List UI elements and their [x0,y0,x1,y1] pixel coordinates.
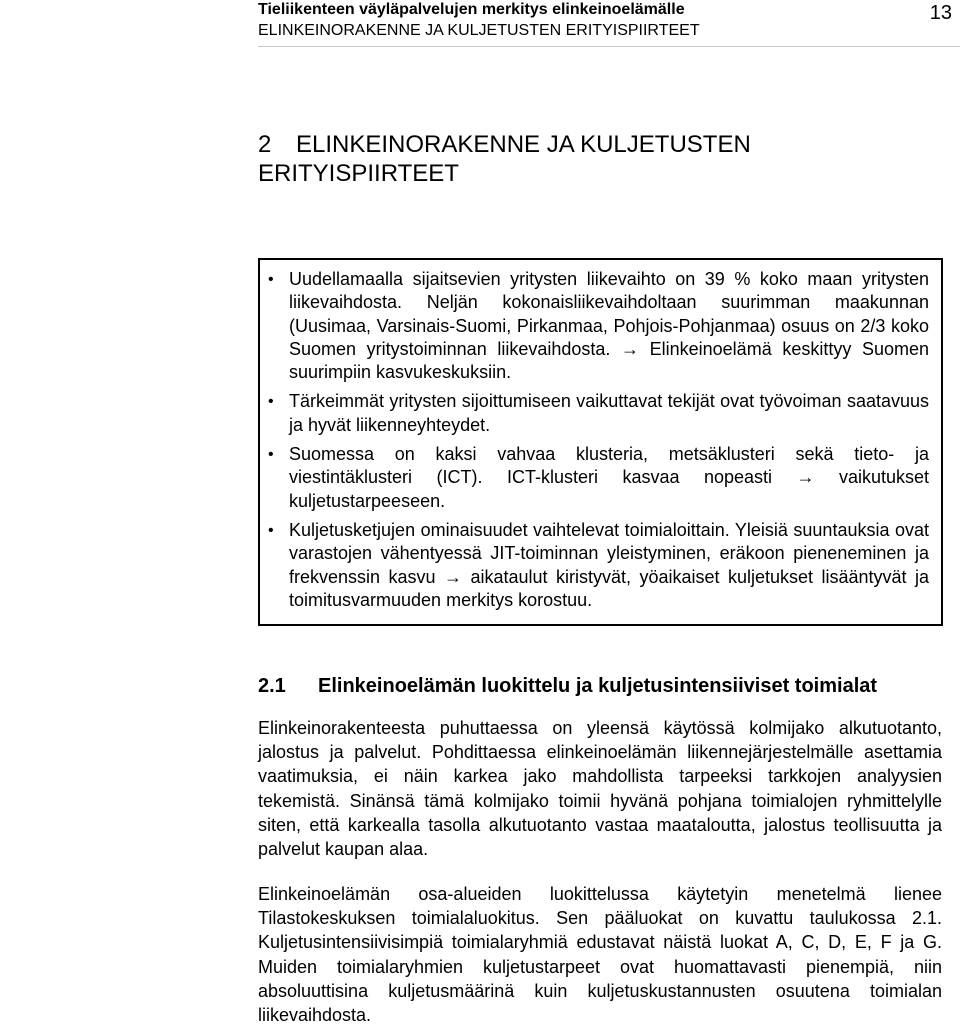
section-number: 2.1 [258,675,286,697]
chapter-number: 2 [258,131,272,158]
summary-item [268,443,929,513]
summary-item-text: Uudellamaalla sijaitsevien yritysten liikevaihto on 39 % koko maan yritysten liikevaihdosta. Neljän kokonaisliikevaihdoltaan suurimman maakunnan (Uusimaa, Varsinais-Suomi, Pirkanmaa, Pohjois-Pohjanmaa) osuus on 2/3 koko Suomen yritystoiminnan liikevaihdosta. → Elinkeinoelämä keskittyy Suomen suurimpiin kasvukeskuksiin. [289,269,929,383]
summary-list [260,260,941,612]
section-heading [258,673,958,699]
summary-item-text: Kuljetusketjujen ominaisuudet vaihtelevat toimialoittain. Yleisiä suuntauksia ovat varastojen vähentyessä JIT-toiminnan yleistyminen, eräkoon pieneneminen ja frekvenssin kasvu → aikataulut kiristyvät, yöaikaiset kuljetukset lisääntyvät ja toimitusvarmuuden merkitys korostuu. [289,519,929,610]
summary-item [268,390,929,437]
section-title: Elinkeinoelämän luokittelu ja kuljetusintensiiviset toimialat [318,675,878,697]
header-title: Tieliikenteen väyläpalvelujen merkitys elinkeinoelämälle [258,1,685,18]
summary-box [258,258,943,626]
body-paragraph: Elinkeinoelämän osa-alueiden luokittelussa käytetyin menetelmä lienee Tilastokeskuksen toimialaluokitus. Sen pääluokat on kuvattu taulukossa 2.1. Kuljetusintensiivisimpiä toimialaryhmiä edustavat näistä luokat A, C, D, E, F ja G. Muiden toimialaryhmien kuljetustarpeet ovat huomattavasti pienempiä, niin absoluuttisina kuljetusmäärinä kuin kuljetuskustannusten osuutena toimialan liikevaihdosta. [258,884,942,1026]
bullet-icon: • [268,271,274,288]
bullet-icon: • [268,446,274,464]
summary-item [268,268,929,384]
body-paragraph: Elinkeinorakenteesta puhuttaessa on yleensä käytössä kolmijako alkutuotanto, jalostus ja palvelut. Pohdittaessa elinkeinoelämän liikennejärjestelmälle asettamia vaatimuksia, ei näin karkea jako mahdollista tarpeeksi tarkkojen analyysien tekemistä. Sinänsä tämä kolmijako toimii hyvänä pohjana toimialojen ryhmittelylle siten, että karkealla tasolla alkutuotanto vastaa maataloutta, jalostus teollisuutta ja palvelut kaupan alaa. [258,718,942,860]
bullet-icon: • [268,393,274,411]
summary-item-text: Tärkeimmät yritysten sijoittumiseen vaikuttavat tekijät ovat työvoiman saatavuus ja hyvät liikenneyhteydet. [289,391,929,435]
summary-item [268,519,929,612]
summary-item-text: Suomessa on kaksi vahvaa klusteria, metsäklusteri sekä tieto- ja viestintäklusteri (ICT). ICT-klusteri kasvaa nopeasti → vaikutukset kuljetustarpeeseen. [289,444,929,511]
chapter-title: ELINKEINORAKENNE JA KULJETUSTEN ERITYISPIIRTEET [258,131,751,187]
bullet-icon: • [268,521,274,539]
chapter-heading [258,130,858,188]
header-divider [258,46,960,47]
page-number: 13 [929,2,952,24]
header-subtitle: ELINKEINORAKENNE JA KULJETUSTEN ERITYISPIIRTEET [258,22,700,39]
